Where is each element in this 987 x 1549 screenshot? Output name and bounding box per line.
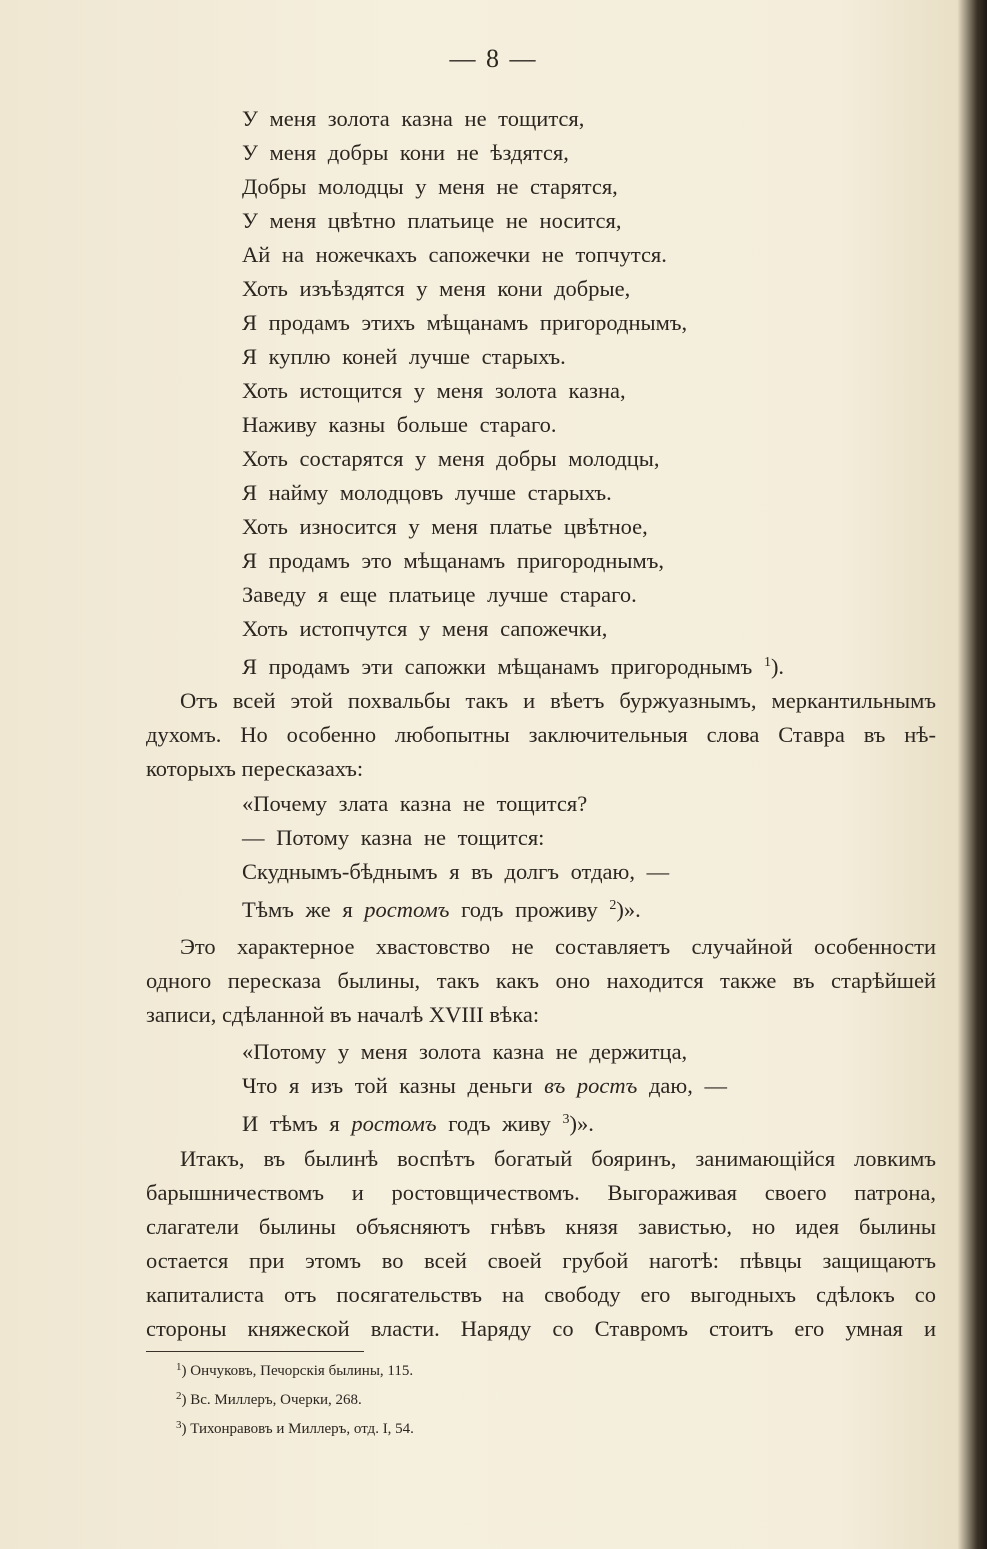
verse-line: У меня золота казна не тощится, <box>242 106 585 131</box>
verse-line: Хоть состарятся у меня добры молодцы, <box>242 446 660 471</box>
verse-block-3 <box>242 1035 727 1137</box>
verse-text: годъ живу <box>436 1111 563 1136</box>
footnote-1 <box>176 1355 414 1384</box>
paragraph-2 <box>146 930 936 1032</box>
prose-line: слагатели былины объясняютъ гнѣвъ князя завистью, но идея былины <box>146 1214 936 1239</box>
footnote-ref-2[interactable]: 2 <box>609 898 617 913</box>
verse-line: Заведу я еще платьице лучше стараго. <box>242 582 637 607</box>
prose-line: барышничествомъ и ростовщичествомъ. Выгораживая своего патрона, <box>146 1180 936 1205</box>
footnotes <box>176 1355 414 1442</box>
page-number: — 8 — <box>449 44 538 73</box>
verse-line: Я куплю коней лучше старыхъ. <box>242 344 566 369</box>
verse-line: — Потому казна не тощится: <box>242 825 545 850</box>
footnote-ref-1[interactable]: 1 <box>763 655 771 670</box>
prose-line: капиталиста отъ посягательствъ на свободу его выгодныхъ сдѣлокъ со <box>146 1282 936 1307</box>
verse-line: У меня цвѣтно платьице не носится, <box>242 208 622 233</box>
prose-line: стороны княжеской власти. Наряду со Ставромъ стоитъ его умная и <box>146 1316 936 1341</box>
paragraph-3 <box>146 1142 936 1346</box>
prose-line: Это характерное хвастовство не составляетъ случайной особенности <box>180 934 936 959</box>
verse-text: Я продамъ эти сапожки мѣщанамъ пригороднымъ <box>242 654 753 679</box>
verse-close: )». <box>569 1111 594 1136</box>
italic-word: ростомъ <box>351 1111 437 1136</box>
verse-line: Хоть истопчутся у меня сапожечки, <box>242 616 608 641</box>
verse-line: Я продамъ этихъ мѣщанамъ пригороднымъ, <box>242 310 688 335</box>
verse-line: Добры молодцы у меня не старятся, <box>242 174 618 199</box>
verse-line-last <box>242 1103 727 1137</box>
prose-line: духомъ. Но особенно любопытны заключительныя слова Ставра въ нѣ- <box>146 722 936 747</box>
verse-line: Наживу казны больше стараго. <box>242 412 557 437</box>
prose-line: Итакъ, въ былинѣ воспѣтъ богатый бояринъ, занимающійся ловкимъ <box>180 1146 936 1171</box>
verse-text: И тѣмъ я <box>242 1111 352 1136</box>
footnote-mark: 2 <box>176 1390 182 1402</box>
italic-word: въ ростъ <box>544 1073 638 1098</box>
verse-line: Скуднымъ-бѣднымъ я въ долгъ отдаю, — <box>242 859 670 884</box>
footnote-mark: 3 <box>176 1419 182 1431</box>
footnote-2 <box>176 1384 414 1413</box>
verse-line: «Потому у меня золота казна не держитца, <box>242 1039 688 1064</box>
prose-line: Отъ всей этой похвальбы такъ и вѣетъ буржуазнымъ, меркантильнымъ <box>180 688 936 713</box>
footnote-divider <box>146 1351 364 1352</box>
footnote-text: ) Тихонравовъ и Миллеръ, отд. I, 54. <box>181 1421 414 1437</box>
verse-line: Ай на ножечкахъ сапожечки не топчутся. <box>242 242 667 267</box>
footnote-3 <box>176 1413 414 1442</box>
verse-text: Что я изъ той казны деньги <box>242 1073 545 1098</box>
verse-block-2 <box>242 787 669 923</box>
footnote-text: ) Ончуковъ, Печорскія былины, 115. <box>181 1363 414 1379</box>
footnote-text: ) Вс. Миллеръ, Очерки, 268. <box>181 1392 362 1408</box>
footnote-mark: 1 <box>176 1361 182 1373</box>
verse-line-last <box>242 889 669 923</box>
verse-block-1 <box>242 102 784 680</box>
verse-text: Тѣмъ же я <box>242 897 365 922</box>
prose-line: остается при этомъ во всей своей грубой наготѣ: пѣвцы защищаютъ <box>146 1248 936 1273</box>
prose-line: записи, сдѣланной въ началѣ XVIII вѣка: <box>146 1002 540 1027</box>
verse-close: ). <box>770 654 785 679</box>
footnote-ref-3[interactable]: 3 <box>562 1112 570 1127</box>
verse-line: Я продамъ это мѣщанамъ пригороднымъ, <box>242 548 665 573</box>
verse-line: «Почему злата казна не тощится? <box>242 791 588 816</box>
verse-close: )». <box>616 897 641 922</box>
verse-line: Хоть износится у меня платье цвѣтное, <box>242 514 648 539</box>
verse-line: Я найму молодцовъ лучше старыхъ. <box>242 480 612 505</box>
verse-line: У меня добры кони не ѣздятся, <box>242 140 569 165</box>
prose-line: одного пересказа былины, такъ какъ оно находится также въ старѣйшей <box>146 968 936 993</box>
verse-text: даю, — <box>637 1073 727 1098</box>
verse-line: Хоть истощится у меня золота казна, <box>242 378 626 403</box>
verse-line <box>242 1069 727 1103</box>
verse-line-last <box>242 646 784 680</box>
verse-text: годъ проживу <box>449 897 610 922</box>
prose-line: которыхъ пересказахъ: <box>146 756 364 781</box>
verse-line: Хоть изъѣздятся у меня кони добрые, <box>242 276 631 301</box>
italic-word: ростомъ <box>364 897 450 922</box>
paragraph-1 <box>146 684 936 786</box>
